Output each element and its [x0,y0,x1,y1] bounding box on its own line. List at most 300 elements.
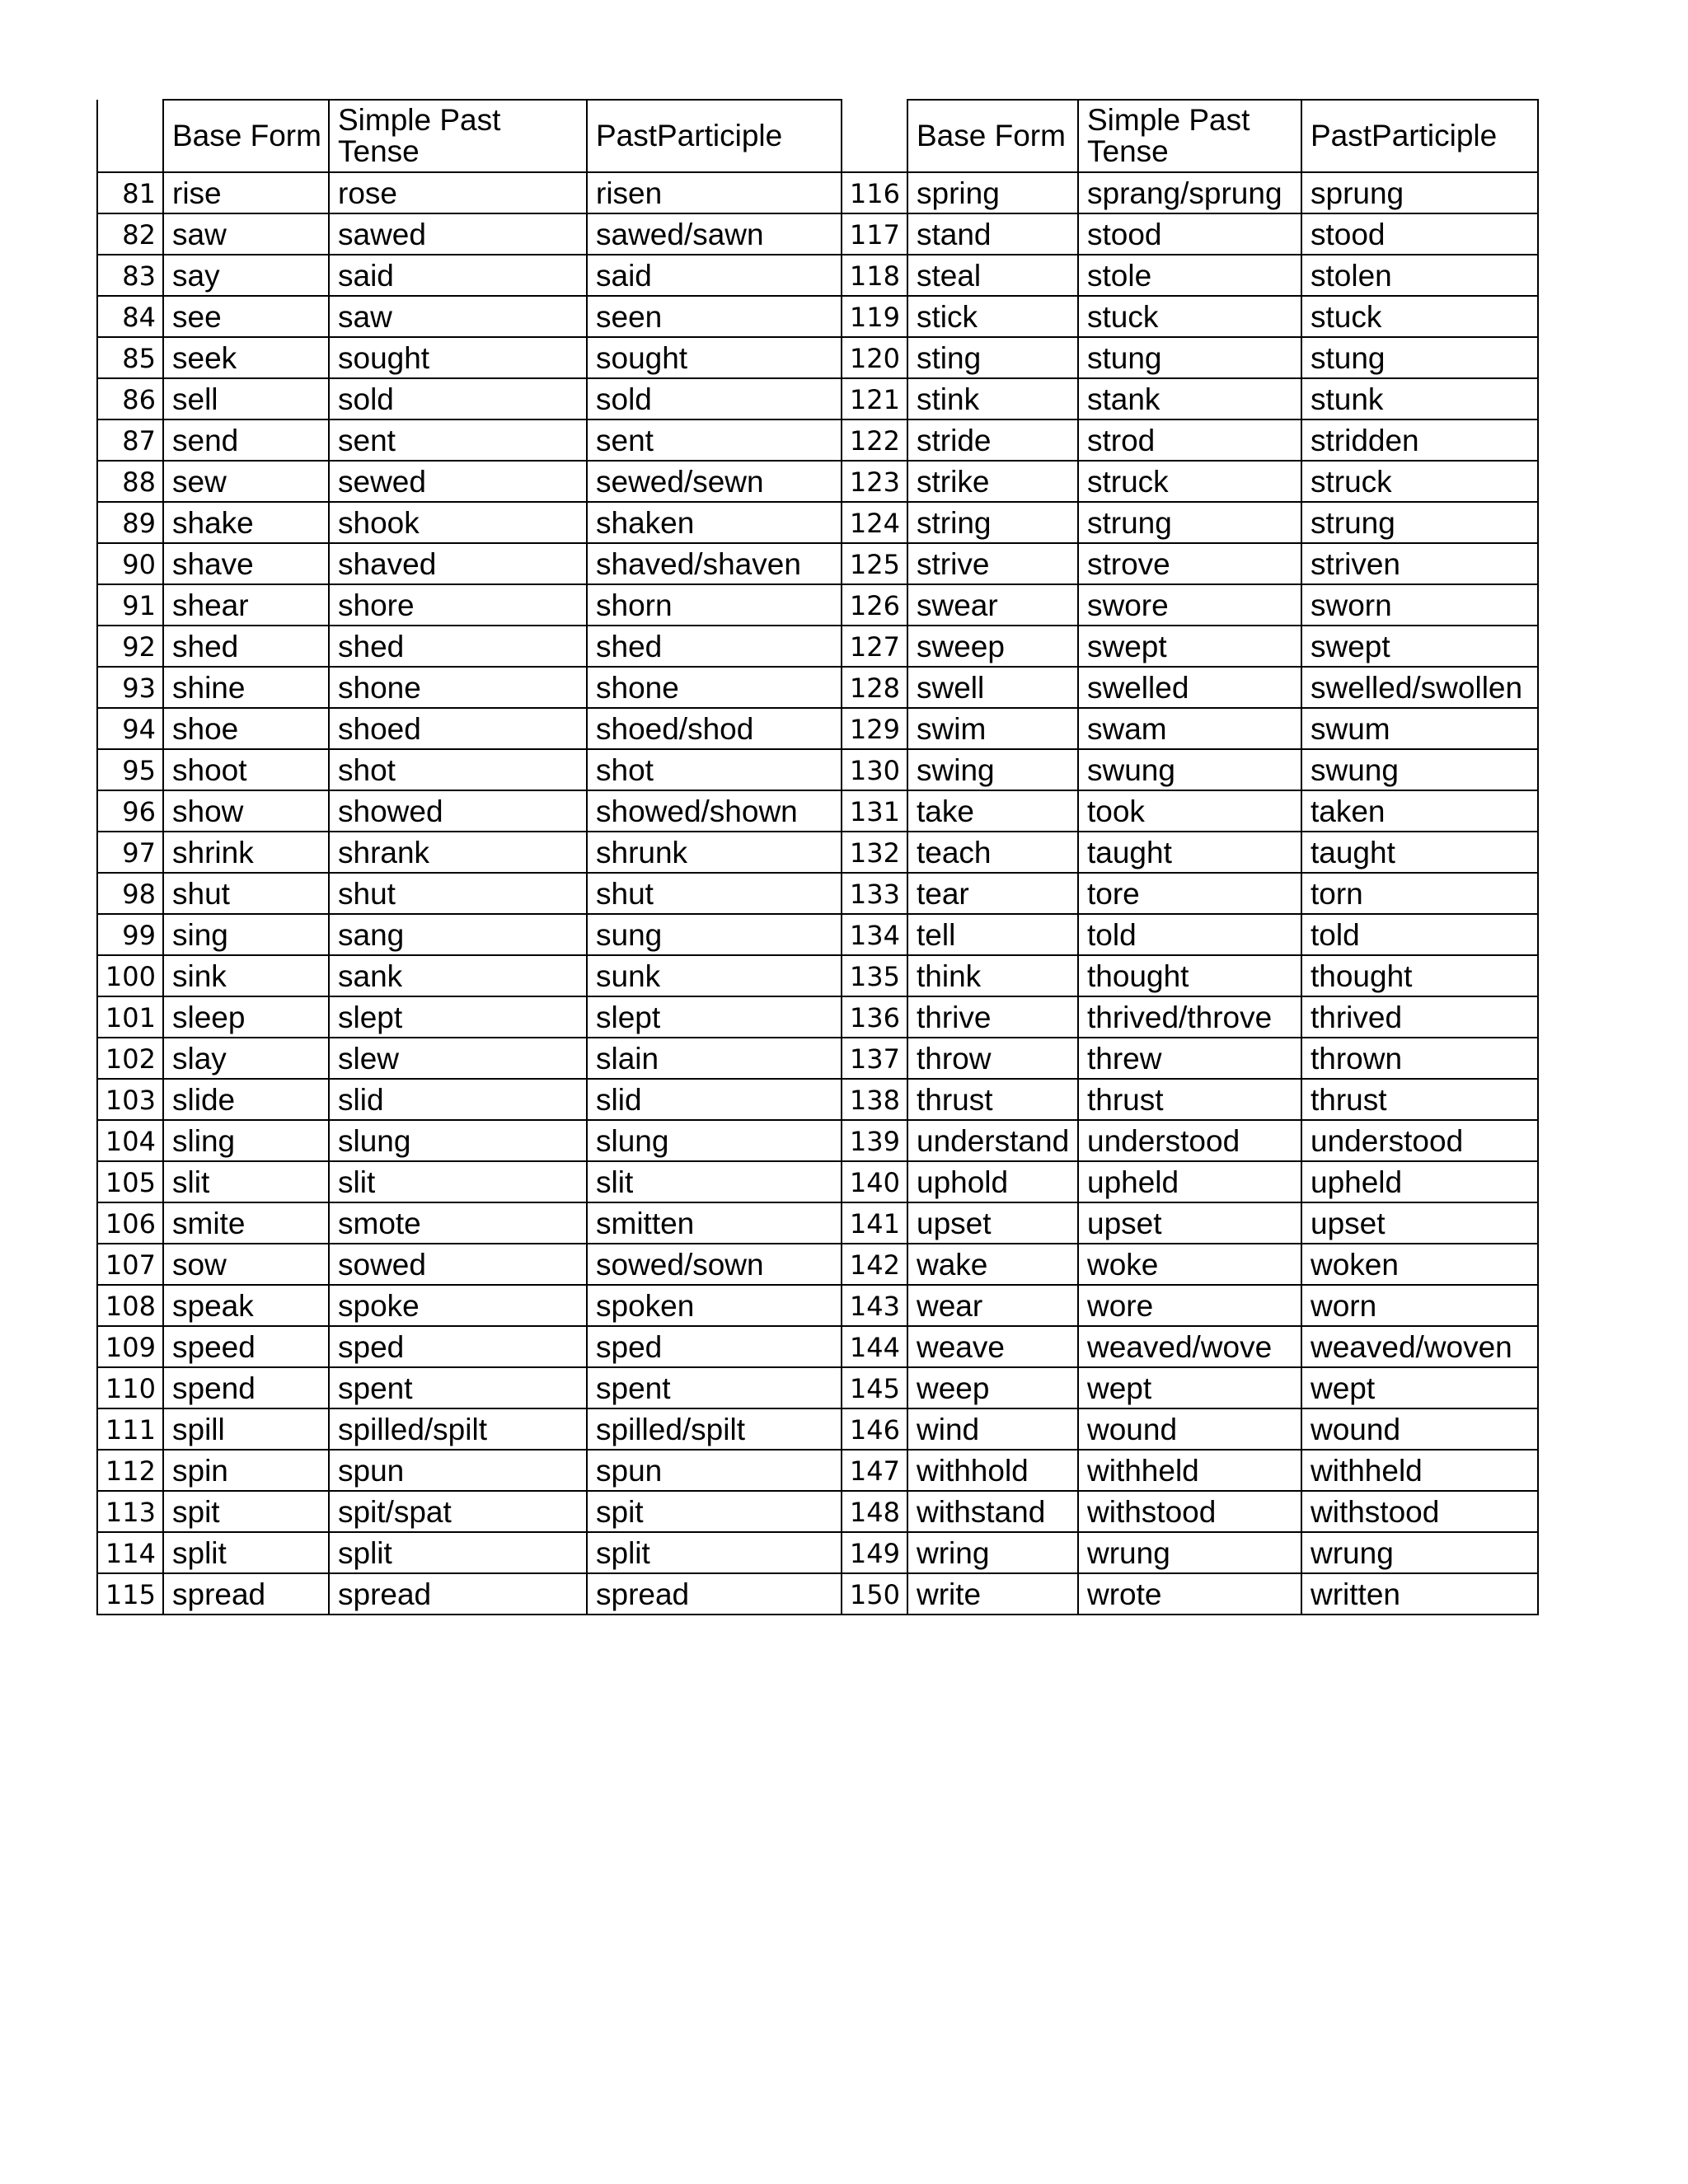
past-participle-cell-right: stridden [1301,419,1538,461]
past-participle-cell-right: thrived [1301,996,1538,1038]
table-header [97,100,1538,172]
table-row [97,1573,1538,1615]
row-number-left: 110 [97,1367,163,1408]
row-number-left: 108 [97,1285,163,1326]
base-form-cell-left: sink [163,955,329,996]
row-number-right: 142 [842,1244,907,1285]
table-row [97,1367,1538,1408]
past-participle-cell-right: told [1301,914,1538,955]
simple-past-cell-left: shed [329,626,587,667]
base-form-cell-right: withstand [907,1491,1078,1532]
row-number-left: 82 [97,213,163,255]
row-number-right: 145 [842,1367,907,1408]
past-participle-cell-right: stood [1301,213,1538,255]
past-participle-cell-left: sold [587,378,842,419]
simple-past-cell-right: strung [1078,502,1301,543]
table-row [97,955,1538,996]
simple-past-cell-right: thrust [1078,1079,1301,1120]
table-row [97,172,1538,213]
base-form-cell-left: saw [163,213,329,255]
simple-past-cell-right: wrote [1078,1573,1301,1615]
base-form-cell-right: swing [907,749,1078,790]
base-form-cell-left: seek [163,337,329,378]
table-body [97,172,1538,1615]
simple-past-cell-left: slung [329,1120,587,1161]
past-participle-cell-right: withstood [1301,1491,1538,1532]
header-base-form-left: Base Form [163,100,329,172]
past-participle-cell-left: shaken [587,502,842,543]
table-row [97,1161,1538,1202]
past-participle-cell-right: taught [1301,832,1538,873]
row-number-right: 124 [842,502,907,543]
row-number-left: 105 [97,1161,163,1202]
base-form-cell-left: rise [163,172,329,213]
row-number-left: 112 [97,1450,163,1491]
base-form-cell-left: shave [163,543,329,584]
base-form-cell-right: stick [907,296,1078,337]
past-participle-cell-left: shrunk [587,832,842,873]
past-participle-cell-left: shone [587,667,842,708]
past-participle-cell-right: withheld [1301,1450,1538,1491]
row-number-right: 125 [842,543,907,584]
row-number-right: 119 [842,296,907,337]
past-participle-cell-right: thrust [1301,1079,1538,1120]
past-participle-cell-left: slit [587,1161,842,1202]
row-number-right: 123 [842,461,907,502]
base-form-cell-right: wear [907,1285,1078,1326]
past-participle-cell-right: struck [1301,461,1538,502]
simple-past-cell-right: wrung [1078,1532,1301,1573]
base-form-cell-left: spend [163,1367,329,1408]
simple-past-cell-right: taught [1078,832,1301,873]
base-form-cell-left: shoot [163,749,329,790]
past-participle-cell-right: weaved/woven [1301,1326,1538,1367]
past-participle-cell-right: stolen [1301,255,1538,296]
simple-past-cell-right: upset [1078,1202,1301,1244]
row-number-right: 117 [842,213,907,255]
past-participle-cell-left: spent [587,1367,842,1408]
row-number-left: 106 [97,1202,163,1244]
base-form-cell-right: write [907,1573,1078,1615]
header-base-form-right: Base Form [907,100,1078,172]
row-number-left: 86 [97,378,163,419]
base-form-cell-right: thrust [907,1079,1078,1120]
past-participle-cell-right: upset [1301,1202,1538,1244]
simple-past-cell-left: spun [329,1450,587,1491]
table-row [97,996,1538,1038]
row-number-left: 103 [97,1079,163,1120]
past-participle-cell-left: split [587,1532,842,1573]
past-participle-cell-right: swung [1301,749,1538,790]
past-participle-cell-right: taken [1301,790,1538,832]
table-row [97,419,1538,461]
table-row [97,1285,1538,1326]
past-participle-cell-left: shorn [587,584,842,626]
base-form-cell-right: strive [907,543,1078,584]
base-form-cell-right: stand [907,213,1078,255]
simple-past-cell-left: shot [329,749,587,790]
header-past-participle-right: PastParticiple [1301,100,1538,172]
row-number-right: 132 [842,832,907,873]
past-participle-cell-left: sped [587,1326,842,1367]
base-form-cell-right: stride [907,419,1078,461]
past-participle-cell-right: stuck [1301,296,1538,337]
base-form-cell-left: speed [163,1326,329,1367]
row-number-right: 128 [842,667,907,708]
base-form-cell-left: slay [163,1038,329,1079]
table-row [97,502,1538,543]
past-participle-cell-right: upheld [1301,1161,1538,1202]
past-participle-cell-left: slain [587,1038,842,1079]
row-number-left: 87 [97,419,163,461]
table-row [97,832,1538,873]
base-form-cell-right: sting [907,337,1078,378]
base-form-cell-right: wake [907,1244,1078,1285]
table-row [97,1038,1538,1079]
base-form-cell-right: think [907,955,1078,996]
base-form-cell-left: spit [163,1491,329,1532]
simple-past-cell-left: shaved [329,543,587,584]
simple-past-cell-left: rose [329,172,587,213]
past-participle-cell-left: sunk [587,955,842,996]
base-form-cell-left: sing [163,914,329,955]
row-number-right: 134 [842,914,907,955]
table-row [97,461,1538,502]
simple-past-cell-left: shrank [329,832,587,873]
simple-past-cell-right: stood [1078,213,1301,255]
simple-past-cell-right: sprang/sprung [1078,172,1301,213]
simple-past-cell-left: sowed [329,1244,587,1285]
base-form-cell-right: withhold [907,1450,1078,1491]
past-participle-cell-right: wound [1301,1408,1538,1450]
base-form-cell-left: sling [163,1120,329,1161]
simple-past-cell-left: slept [329,996,587,1038]
base-form-cell-right: swear [907,584,1078,626]
base-form-cell-right: teach [907,832,1078,873]
base-form-cell-left: say [163,255,329,296]
table-row [97,255,1538,296]
base-form-cell-left: sell [163,378,329,419]
base-form-cell-right: spring [907,172,1078,213]
row-number-right: 148 [842,1491,907,1532]
simple-past-cell-right: wound [1078,1408,1301,1450]
base-form-cell-left: sow [163,1244,329,1285]
simple-past-cell-right: tore [1078,873,1301,914]
header-row [97,100,1538,172]
base-form-cell-right: steal [907,255,1078,296]
row-number-right: 133 [842,873,907,914]
row-number-right: 131 [842,790,907,832]
simple-past-cell-left: shut [329,873,587,914]
simple-past-cell-right: strod [1078,419,1301,461]
row-number-left: 96 [97,790,163,832]
base-form-cell-right: strike [907,461,1078,502]
table-row [97,790,1538,832]
base-form-cell-right: weep [907,1367,1078,1408]
base-form-cell-left: sleep [163,996,329,1038]
simple-past-cell-right: withstood [1078,1491,1301,1532]
past-participle-cell-right: stunk [1301,378,1538,419]
base-form-cell-right: stink [907,378,1078,419]
row-number-right: 116 [842,172,907,213]
base-form-cell-right: thrive [907,996,1078,1038]
past-participle-cell-left: spoken [587,1285,842,1326]
row-number-right: 139 [842,1120,907,1161]
simple-past-cell-left: spent [329,1367,587,1408]
simple-past-cell-left: shoed [329,708,587,749]
past-participle-cell-right: thrown [1301,1038,1538,1079]
row-number-right: 136 [842,996,907,1038]
past-participle-cell-left: shot [587,749,842,790]
simple-past-cell-left: sped [329,1326,587,1367]
header-simple-past-left: Simple Past Tense [329,100,587,172]
header-number-left [97,100,163,172]
simple-past-cell-right: upheld [1078,1161,1301,1202]
past-participle-cell-left: spread [587,1573,842,1615]
row-number-left: 104 [97,1120,163,1161]
row-number-left: 98 [97,873,163,914]
row-number-right: 140 [842,1161,907,1202]
row-number-left: 85 [97,337,163,378]
simple-past-cell-right: stuck [1078,296,1301,337]
base-form-cell-right: weave [907,1326,1078,1367]
base-form-cell-left: shoe [163,708,329,749]
simple-past-cell-left: slew [329,1038,587,1079]
past-participle-cell-right: written [1301,1573,1538,1615]
row-number-right: 146 [842,1408,907,1450]
row-number-right: 126 [842,584,907,626]
row-number-left: 88 [97,461,163,502]
row-number-right: 137 [842,1038,907,1079]
past-participle-cell-left: sewed/sewn [587,461,842,502]
base-form-cell-right: sweep [907,626,1078,667]
past-participle-cell-right: sprung [1301,172,1538,213]
row-number-left: 97 [97,832,163,873]
base-form-cell-right: upset [907,1202,1078,1244]
past-participle-cell-left: smitten [587,1202,842,1244]
table-row [97,378,1538,419]
table-row [97,337,1538,378]
past-participle-cell-left: spilled/spilt [587,1408,842,1450]
base-form-cell-left: show [163,790,329,832]
past-participle-cell-left: shoed/shod [587,708,842,749]
past-participle-cell-right: striven [1301,543,1538,584]
base-form-cell-right: swim [907,708,1078,749]
simple-past-cell-left: shone [329,667,587,708]
row-number-right: 129 [842,708,907,749]
simple-past-cell-right: told [1078,914,1301,955]
past-participle-cell-right: worn [1301,1285,1538,1326]
row-number-left: 95 [97,749,163,790]
past-participle-cell-right: wrung [1301,1532,1538,1573]
past-participle-cell-right: stung [1301,337,1538,378]
past-participle-cell-left: sent [587,419,842,461]
simple-past-cell-right: thought [1078,955,1301,996]
simple-past-cell-left: spilled/spilt [329,1408,587,1450]
base-form-cell-left: slit [163,1161,329,1202]
simple-past-cell-right: understood [1078,1120,1301,1161]
table-row [97,1491,1538,1532]
irregular-verbs-table [96,99,1539,1615]
base-form-cell-right: string [907,502,1078,543]
table-row [97,1326,1538,1367]
simple-past-cell-right: swam [1078,708,1301,749]
past-participle-cell-right: swelled/swollen [1301,667,1538,708]
table-row [97,1244,1538,1285]
base-form-cell-left: split [163,1532,329,1573]
base-form-cell-right: wind [907,1408,1078,1450]
simple-past-cell-left: shook [329,502,587,543]
base-form-cell-left: smite [163,1202,329,1244]
row-number-left: 83 [97,255,163,296]
simple-past-cell-left: spread [329,1573,587,1615]
row-number-left: 84 [97,296,163,337]
base-form-cell-left: spin [163,1450,329,1491]
header-number-right [842,100,907,172]
row-number-left: 89 [97,502,163,543]
past-participle-cell-right: woken [1301,1244,1538,1285]
simple-past-cell-right: strove [1078,543,1301,584]
row-number-right: 143 [842,1285,907,1326]
row-number-left: 81 [97,172,163,213]
table-row [97,914,1538,955]
row-number-right: 118 [842,255,907,296]
base-form-cell-right: take [907,790,1078,832]
row-number-left: 111 [97,1408,163,1450]
simple-past-cell-left: sang [329,914,587,955]
past-participle-cell-left: showed/shown [587,790,842,832]
row-number-right: 120 [842,337,907,378]
past-participle-cell-left: sowed/sown [587,1244,842,1285]
simple-past-cell-right: stung [1078,337,1301,378]
table-row [97,1120,1538,1161]
simple-past-cell-right: struck [1078,461,1301,502]
table-row [97,1202,1538,1244]
table-row [97,749,1538,790]
row-number-right: 150 [842,1573,907,1615]
row-number-left: 114 [97,1532,163,1573]
simple-past-cell-left: slid [329,1079,587,1120]
past-participle-cell-right: thought [1301,955,1538,996]
table-row [97,1079,1538,1120]
simple-past-cell-left: sold [329,378,587,419]
simple-past-cell-right: stank [1078,378,1301,419]
past-participle-cell-left: shaved/shaven [587,543,842,584]
past-participle-cell-left: slept [587,996,842,1038]
past-participle-cell-left: shed [587,626,842,667]
row-number-left: 113 [97,1491,163,1532]
simple-past-cell-right: swept [1078,626,1301,667]
past-participle-cell-left: sawed/sawn [587,213,842,255]
simple-past-cell-right: threw [1078,1038,1301,1079]
row-number-left: 107 [97,1244,163,1285]
row-number-left: 92 [97,626,163,667]
table-row [97,626,1538,667]
row-number-right: 127 [842,626,907,667]
row-number-left: 91 [97,584,163,626]
row-number-left: 102 [97,1038,163,1079]
past-participle-cell-right: sworn [1301,584,1538,626]
row-number-left: 93 [97,667,163,708]
simple-past-cell-left: said [329,255,587,296]
simple-past-cell-right: weaved/wove [1078,1326,1301,1367]
base-form-cell-left: spread [163,1573,329,1615]
simple-past-cell-left: sewed [329,461,587,502]
row-number-left: 99 [97,914,163,955]
row-number-right: 144 [842,1326,907,1367]
base-form-cell-left: shed [163,626,329,667]
simple-past-cell-left: sawed [329,213,587,255]
base-form-cell-right: swell [907,667,1078,708]
base-form-cell-left: shear [163,584,329,626]
table-row [97,584,1538,626]
simple-past-cell-right: stole [1078,255,1301,296]
past-participle-cell-right: wept [1301,1367,1538,1408]
simple-past-cell-left: sent [329,419,587,461]
row-number-right: 130 [842,749,907,790]
base-form-cell-left: shrink [163,832,329,873]
past-participle-cell-left: slung [587,1120,842,1161]
base-form-cell-right: tell [907,914,1078,955]
past-participle-cell-left: slid [587,1079,842,1120]
simple-past-cell-right: swore [1078,584,1301,626]
table-row [97,1532,1538,1573]
past-participle-cell-left: said [587,255,842,296]
base-form-cell-left: sew [163,461,329,502]
past-participle-cell-right: torn [1301,873,1538,914]
base-form-cell-left: shine [163,667,329,708]
base-form-cell-right: uphold [907,1161,1078,1202]
row-number-left: 109 [97,1326,163,1367]
table-row [97,1408,1538,1450]
simple-past-cell-right: woke [1078,1244,1301,1285]
row-number-left: 94 [97,708,163,749]
base-form-cell-left: speak [163,1285,329,1326]
past-participle-cell-left: seen [587,296,842,337]
simple-past-cell-right: wept [1078,1367,1301,1408]
base-form-cell-left: send [163,419,329,461]
simple-past-cell-right: withheld [1078,1450,1301,1491]
past-participle-cell-right: understood [1301,1120,1538,1161]
past-participle-cell-left: shut [587,873,842,914]
simple-past-cell-right: thrived/throve [1078,996,1301,1038]
past-participle-cell-left: sung [587,914,842,955]
row-number-right: 121 [842,378,907,419]
past-participle-cell-right: strung [1301,502,1538,543]
simple-past-cell-left: slit [329,1161,587,1202]
row-number-right: 135 [842,955,907,996]
past-participle-cell-left: sought [587,337,842,378]
simple-past-cell-right: took [1078,790,1301,832]
table-row [97,543,1538,584]
row-number-right: 122 [842,419,907,461]
table-row [97,708,1538,749]
simple-past-cell-left: shore [329,584,587,626]
past-participle-cell-left: spun [587,1450,842,1491]
past-participle-cell-right: swum [1301,708,1538,749]
simple-past-cell-left: spoke [329,1285,587,1326]
row-number-left: 100 [97,955,163,996]
row-number-left: 90 [97,543,163,584]
row-number-right: 141 [842,1202,907,1244]
base-form-cell-left: slide [163,1079,329,1120]
table-row [97,296,1538,337]
row-number-right: 138 [842,1079,907,1120]
simple-past-cell-left: showed [329,790,587,832]
simple-past-cell-right: wore [1078,1285,1301,1326]
base-form-cell-left: see [163,296,329,337]
past-participle-cell-left: risen [587,172,842,213]
